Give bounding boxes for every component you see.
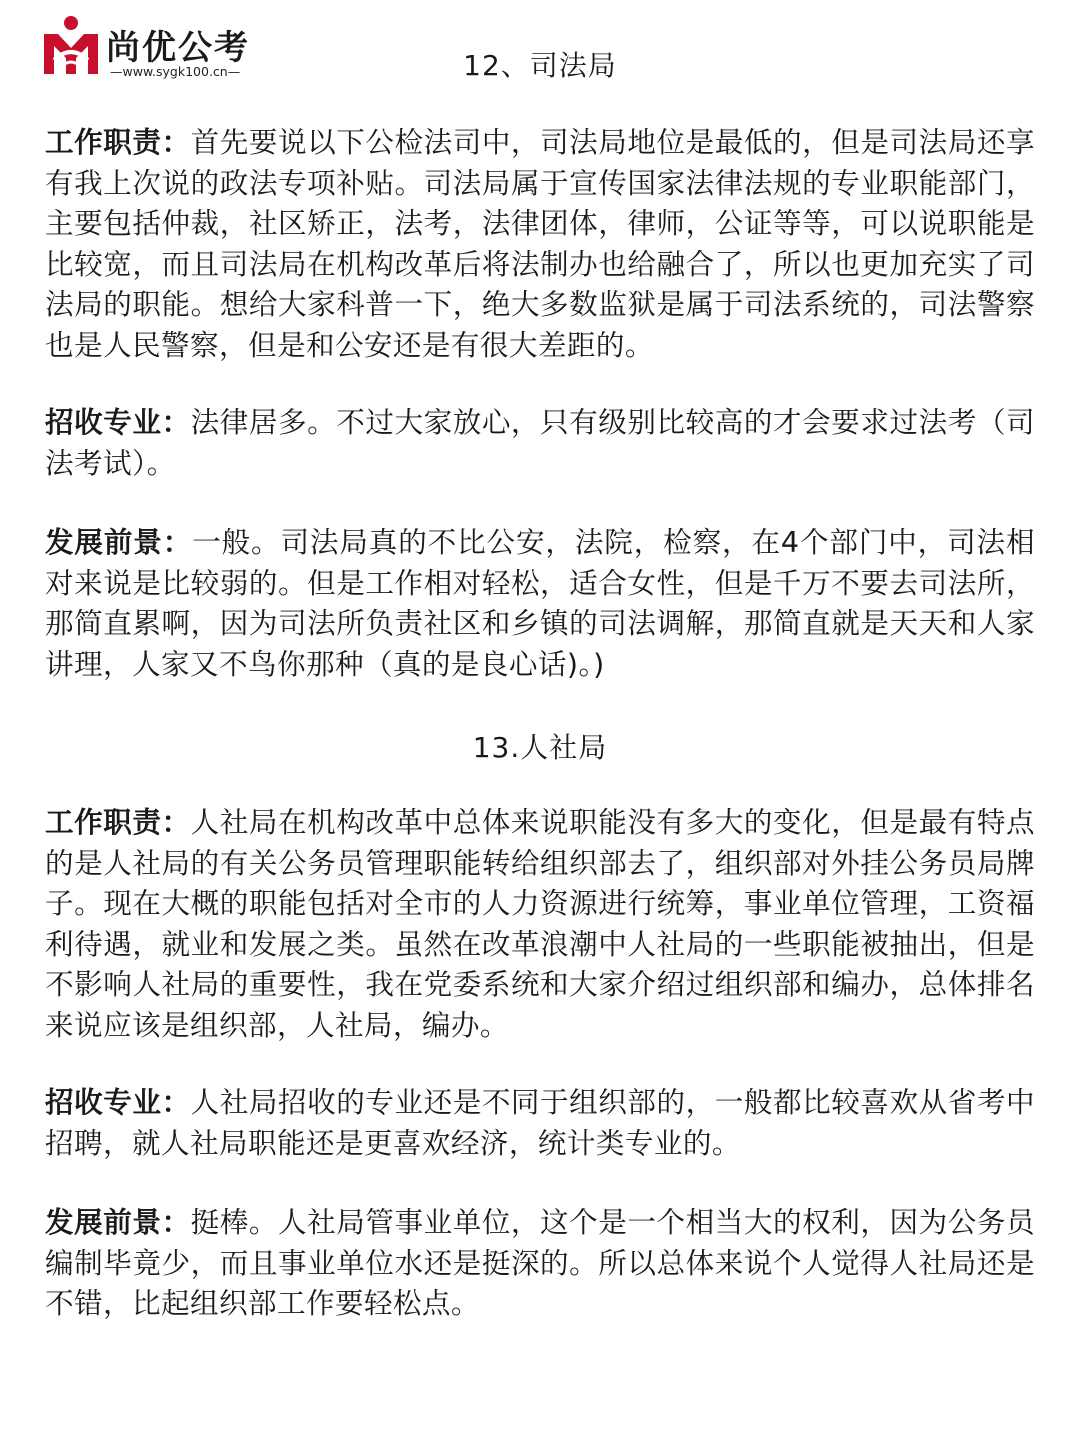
paragraph-majors (45, 1082, 1035, 1163)
paragraph-label: 工作职责： (45, 125, 191, 159)
brand-url: —www.sygk100.cn— (110, 64, 241, 79)
paragraph-prospects (45, 522, 1035, 684)
brand-name: 尚优公考 (106, 28, 250, 68)
paragraph-label: 发展前景： (45, 525, 193, 559)
paragraph-text: 人社局在机构改革中总体来说职能没有多大的变化，但是最有特点的是人社局的有关公务员管理职能转给组织部去了，组织部对外挂公务员局牌子。现在大概的职能包括对全市的人力资源进行统筹，事业单位管理，工资福利待遇，就业和发展之类。虽然在改革浪潮中人社局的一些职能被抽出，但是不影响人社局的重要性，我在党委系统和大家介绍过组织部和编办，总体排名来说应该是组织部，人社局，编办。 (45, 805, 1035, 1042)
paragraph-prospects (45, 1202, 1035, 1324)
paragraph-text: 法律居多。不过大家放心，只有级别比较高的才会要求过法考（司法考试）。 (45, 405, 1035, 480)
paragraph-label: 招收专业： (45, 405, 191, 439)
paragraph-text: 挺棒。人社局管事业单位，这个是一个相当大的权利，因为公务员编制毕竟少，而且事业单位水还是挺深的。所以总体来说个人觉得人社局还是不错，比起组织部工作要轻松点。 (45, 1205, 1035, 1320)
paragraph-text: 一般。司法局真的不比公安，法院，检察，在4个部门中，司法相对来说是比较弱的。但是工作相对轻松，适合女性，但是千万不要去司法所，那简直累啊，因为司法所负责社区和乡镇的司法调解，那简直就是天天和人家讲理，人家又不鸟你那种（真的是良心话)。) (45, 525, 1035, 681)
paragraph-duties (45, 122, 1035, 365)
paragraph-label: 工作职责： (45, 805, 191, 839)
paragraph-label: 招收专业： (45, 1085, 191, 1119)
paragraph-majors (45, 402, 1035, 483)
paragraph-duties (45, 802, 1035, 1045)
paragraph-label: 发展前景： (45, 1205, 191, 1239)
section-title-sifaju: 12、司法局 (463, 49, 617, 82)
section-title-renshe: 13.人社局 (472, 731, 608, 764)
paragraph-text: 人社局招收的专业还是不同于组织部的，一般都比较喜欢从省考中招聘，就人社局职能还是更喜欢经济，统计类专业的。 (45, 1085, 1035, 1160)
paragraph-text: 首先要说以下公检法司中，司法局地位是最低的，但是司法局还享有我上次说的政法专项补贴。司法局属于宣传国家法律法规的专业职能部门，主要包括仲裁，社区矫正，法考，法律团体，律师，公证等等，可以说职能是比较宽，而且司法局在机构改革后将法制办也给融合了，所以也更加充实了司法局的职能。想给大家科普一下，绝大多数监狱是属于司法系统的，司法警察也是人民警察，但是和公安还是有很大差距的。 (45, 125, 1035, 362)
